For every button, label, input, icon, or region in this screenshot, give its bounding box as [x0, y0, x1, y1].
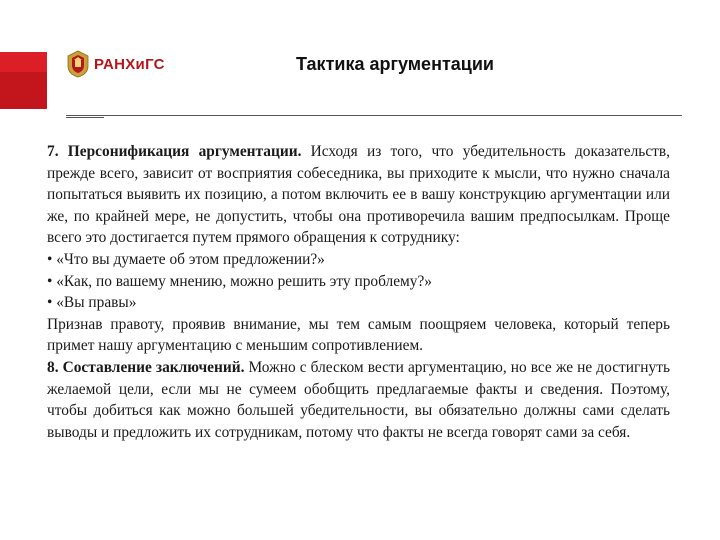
section-7-text: Исходя из того, что убедительность доказательств, прежде всего, зависит от восприятия собеседника, вы приходите к мысли, что нужно сначала попытаться выявить их позицию, а потом включить ее в вашу конструкцию аргументации или же, по крайней мере, не допустить, чтобы она противоречила вашим предпосылкам. Проще всего это достигается путем прямого обращения к сотруднику:: [47, 143, 670, 247]
header-divider-accent: [66, 117, 104, 118]
bullet-item: • «Как, по вашему мнению, можно решить эту проблему?»: [47, 272, 432, 290]
section-7-paragraph: [47, 141, 670, 249]
section-8-heading: 8. Составление заключений.: [47, 358, 245, 376]
section-7-conclusion: Признав правоту, проявив внимание, мы тем самым поощряем человека, который теперь примет нашу аргументацию с меньшим сопротивлением.: [47, 315, 670, 355]
body-text: [47, 141, 670, 443]
bullet-item: • «Вы правы»: [47, 294, 137, 312]
accent-bar-shade: [0, 72, 47, 109]
page-title: Тактика аргументации: [296, 54, 494, 74]
emblem-icon: [66, 50, 90, 78]
section-8-text: Можно с блеском вести аргументацию, но все же не достигнуть желаемой цели, если мы не сумеем обобщить предлагаемые факты и сведения. Поэтому, чтобы добиться как можно большей убедительности, вы обязательно должны сами сделать выводы и предложить их сотрудникам, потому что факты не всегда говорят сами за себя.: [47, 358, 670, 441]
bullet-item: • «Что вы думаете об этом предложении?»: [47, 250, 325, 268]
section-7-heading: 7. Персонификация аргументации.: [47, 143, 302, 160]
logo-text: РАНХиГС: [94, 55, 165, 73]
section-8-paragraph: [47, 357, 670, 443]
header-divider: [66, 115, 682, 116]
ranepa-logo: [66, 50, 165, 78]
